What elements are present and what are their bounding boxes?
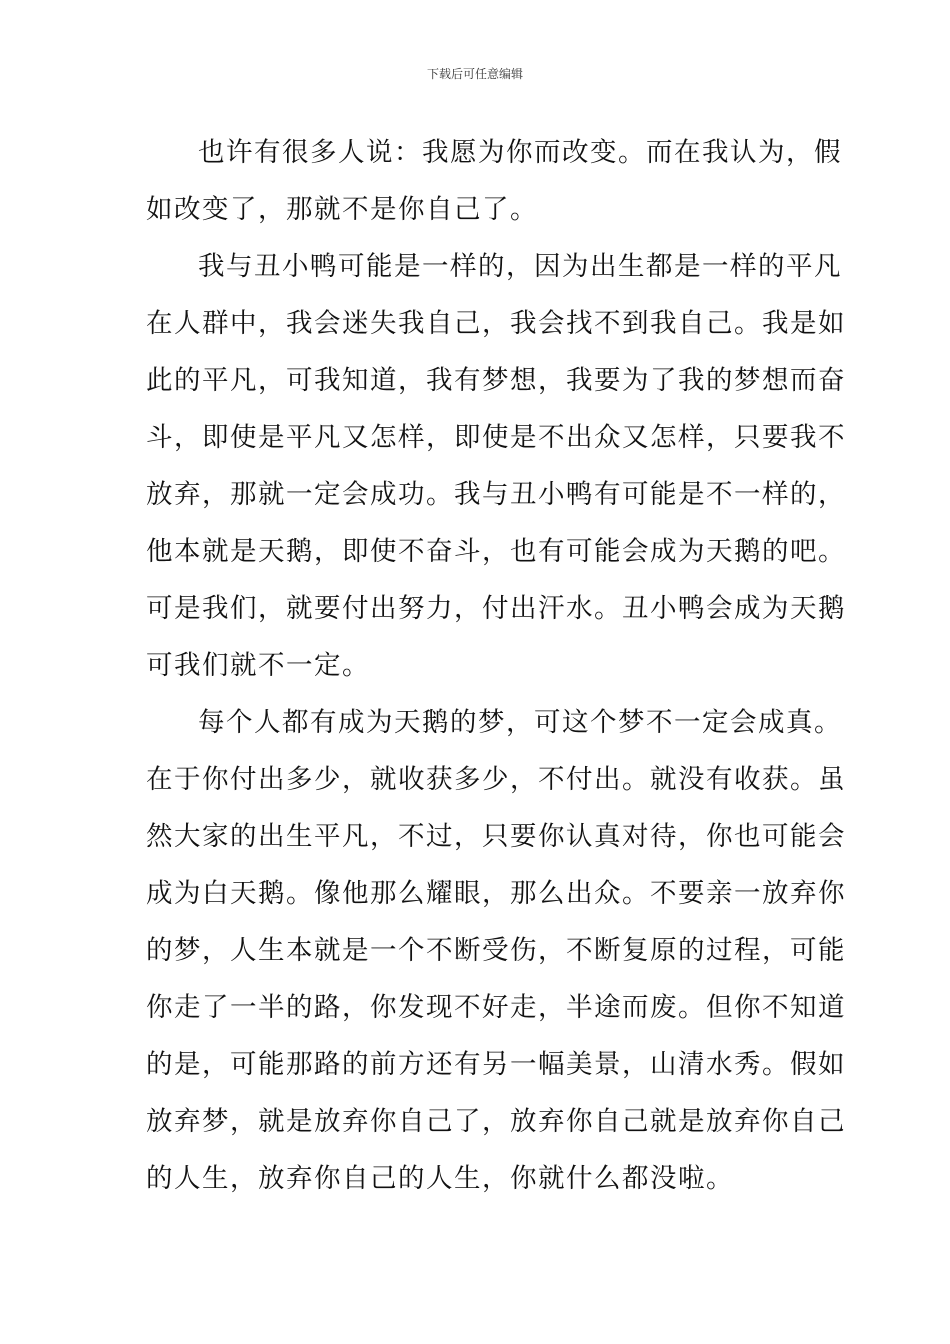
- paragraph-2-line-2: 在人群中，我会迷失我自己，我会找不到我自己。我是如: [146, 308, 846, 339]
- paragraph-2-line-4: 斗，即使是平凡又怎样，即使是不出众又怎样，只要我不: [146, 422, 846, 453]
- paragraph-3-line-3: 然大家的出生平凡，不过，只要你认真对待，你也可能会: [146, 821, 846, 852]
- paragraph-2-line-6: 他本就是天鹅，即使不奋斗，也有可能会成为天鹅的吧。: [146, 536, 846, 567]
- paragraph-3-line-5: 的梦，人生本就是一个不断受伤，不断复原的过程，可能: [146, 935, 846, 966]
- paragraph-2-line-5: 放弃，那就一定会成功。我与丑小鸭有可能是不一样的，: [146, 479, 846, 510]
- paragraph-3-line-6: 你走了一半的路，你发现不好走，半途而废。但你不知道: [146, 992, 846, 1023]
- paragraph-2-line-8: 可我们就不一定。: [146, 650, 370, 681]
- paragraph-3-line-9: 的人生，放弃你自己的人生，你就什么都没啦。: [146, 1163, 734, 1194]
- paragraph-1-line-1: 也许有很多人说：我愿为你而改变。而在我认为，假: [198, 137, 842, 168]
- paragraph-3-line-7: 的是，可能那路的前方还有另一幅美景，山清水秀。假如: [146, 1049, 846, 1080]
- paragraph-2-line-1: 我与丑小鸭可能是一样的，因为出生都是一样的平凡: [198, 251, 842, 282]
- paragraph-3-line-1: 每个人都有成为天鹅的梦，可这个梦不一定会成真。: [198, 707, 842, 738]
- paragraph-3-line-8: 放弃梦，就是放弃你自己了，放弃你自己就是放弃你自己: [146, 1106, 846, 1137]
- paragraph-1-line-2: 如改变了，那就不是你自己了。: [146, 194, 538, 225]
- paragraph-3-line-2: 在于你付出多少，就收获多少，不付出。就没有收获。虽: [146, 764, 846, 795]
- paragraph-3-line-4: 成为白天鹅。像他那么耀眼，那么出众。不要亲一放弃你: [146, 878, 846, 909]
- paragraph-2-line-7: 可是我们，就要付出努力，付出汗水。丑小鸭会成为天鹅: [146, 593, 846, 624]
- page-header: 下载后可任意编辑: [426, 67, 523, 81]
- paragraph-2-line-3: 此的平凡，可我知道，我有梦想，我要为了我的梦想而奋: [146, 365, 846, 396]
